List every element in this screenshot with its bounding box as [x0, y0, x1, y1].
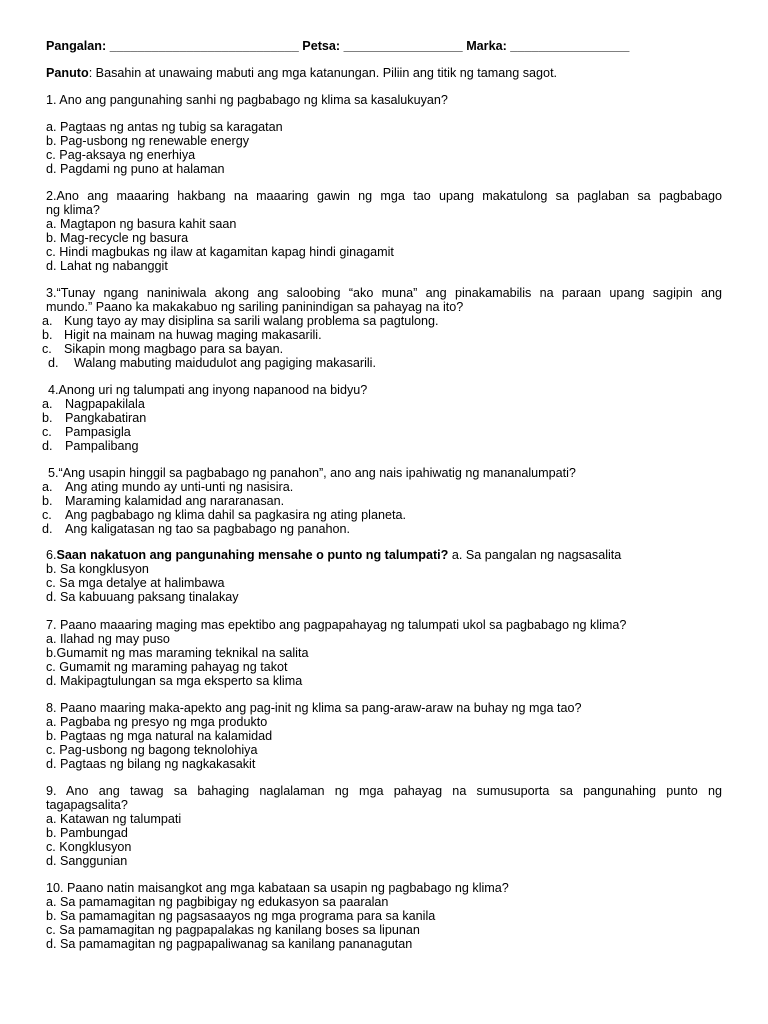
question-6-stem — [46, 548, 722, 562]
choice-marker: a. — [42, 397, 53, 411]
choice-text: Maraming kalamidad ang nararanasan. — [65, 494, 285, 508]
instructions — [46, 66, 722, 80]
choice-marker: d. — [42, 439, 53, 453]
question-9-choice-c: c. Kongklusyon — [46, 840, 132, 854]
choice-marker: d. — [48, 356, 59, 370]
choice-marker: c. — [42, 508, 52, 522]
name-blank: ___________________________ — [109, 39, 299, 53]
stem-text-bold: Saan nakatuon ang pangunahing mensahe o punto ng talumpati? — [56, 548, 449, 562]
stem-text: 4.Anong uri ng talumpati ang inyong napanood na bidyu? — [48, 383, 368, 397]
question-8-choice-b: b. Pagtaas ng mga natural na kalamidad — [46, 729, 273, 743]
question-3-choice-c — [42, 342, 722, 356]
question-7-stem: 7. Paano maaaring maging mas epektibo ang pagpapahayag ng talumpati ukol sa pagbabago ng klima? — [46, 618, 627, 632]
question-1-choice-b: b. Pag-usbong ng renewable energy — [46, 134, 250, 148]
question-8-choice-d: d. Pagtaas ng bilang ng nagkakasakit — [46, 757, 256, 771]
question-5-choice-b — [42, 494, 722, 508]
choice-text: Pampalibang — [65, 439, 139, 453]
question-6-choice-b: b. Sa kongklusyon — [46, 562, 149, 576]
question-4-choice-c — [42, 425, 722, 439]
choice-marker: d. — [42, 522, 53, 536]
choice-text: Ang pagbabago ng klima dahil sa pagkasira ng ating planeta. — [65, 508, 406, 522]
choice-marker: a. — [42, 314, 53, 328]
question-7-choice-c: c. Gumamit ng maraming pahayag ng takot — [46, 660, 288, 674]
choice-marker: c. — [42, 342, 52, 356]
question-10-choice-d: d. Sa pamamagitan ng pagpapaliwanag sa kanilang pananagutan — [46, 937, 413, 951]
choice-marker: b. — [42, 494, 53, 508]
choice-marker: c. — [42, 425, 52, 439]
choice-marker: b. — [42, 411, 53, 425]
question-4-choice-d — [42, 439, 722, 453]
question-10-choice-a: a. Sa pamamagitan ng pagbibigay ng edukasyon sa paaralan — [46, 895, 389, 909]
question-8-choice-c: c. Pag-usbong ng bagong teknolohiya — [46, 743, 258, 757]
choice-text: Ang ating mundo ay unti-unti ng nasisira. — [65, 480, 294, 494]
question-2-choice-c: c. Hindi magbukas ng ilaw at kagamitan kapag hindi ginagamit — [46, 245, 394, 259]
question-1-choice-a: a. Pagtaas ng antas ng tubig sa karagatan — [46, 120, 283, 134]
choice-text: Pampasigla — [65, 425, 131, 439]
question-9-stem-line-1: 9. Ano ang tawag sa bahaging naglalaman ng mga pahayag na sumusuporta sa pangunahing punto ng — [46, 784, 722, 798]
question-2-stem-line-1: 2.Ano ang maaaring hakbang na maaaring gawin ng mga tao upang makatulong sa paglaban sa pagbabago — [46, 189, 722, 203]
question-5-choice-c — [42, 508, 722, 522]
question-9-choice-a: a. Katawan ng talumpati — [46, 812, 182, 826]
worksheet-header — [46, 39, 722, 53]
question-6-choice-c: c. Sa mga detalye at halimbawa — [46, 576, 225, 590]
choice-text: Walang mabuting maidudulot ang pagiging makasarili. — [74, 356, 376, 370]
question-5-choice-a — [42, 480, 722, 494]
question-7-choice-b: b.Gumamit ng mas maraming teknikal na salita — [46, 646, 309, 660]
choice-text: Nagpapakilala — [65, 397, 145, 411]
question-7-choice-a: a. Ilahad ng may puso — [46, 632, 170, 646]
choice-text: Kung tayo ay may disiplina sa sarili walang problema sa pagtulong. — [64, 314, 439, 328]
question-8-choice-a: a. Pagbaba ng presyo ng mga produkto — [46, 715, 268, 729]
question-1-choice-d: d. Pagdami ng puno at halaman — [46, 162, 225, 176]
question-9-choice-b: b. Pambungad — [46, 826, 128, 840]
choice-text: Sikapin mong magbago para sa bayan. — [64, 342, 284, 356]
question-2-choice-a: a. Magtapon ng basura kahit saan — [46, 217, 237, 231]
question-3-choice-a — [42, 314, 722, 328]
question-10-choice-b: b. Sa pamamagitan ng pagsasaayos ng mga programa para sa kanila — [46, 909, 436, 923]
choice-marker: b. — [42, 328, 53, 342]
question-8-stem: 8. Paano maaring maka-apekto ang pag-init ng klima sa pang-araw-araw na buhay ng mga tao? — [46, 701, 582, 715]
question-4-choice-b — [42, 411, 722, 425]
question-2-stem-line-2: ng klima? — [46, 203, 100, 217]
question-number: 6. — [46, 548, 57, 562]
question-5-choice-d — [42, 522, 722, 536]
question-7-choice-d: d. Makipagtulungan sa mga eksperto sa klima — [46, 674, 303, 688]
question-1-choice-c: c. Pag-aksaya ng enerhiya — [46, 148, 196, 162]
question-10-stem: 10. Paano natin maisangkot ang mga kabataan sa usapin ng pagbabago ng klima? — [46, 881, 509, 895]
question-2-choice-d: d. Lahat ng nabanggit — [46, 259, 168, 273]
choice-text: Pangkabatiran — [65, 411, 147, 425]
instructions-text: : Basahin at unawaing mabuti ang mga katanungan. Piliin ang titik ng tamang sagot. — [88, 66, 558, 80]
date-label: Petsa: — [302, 39, 341, 53]
question-9-choice-d: d. Sanggunian — [46, 854, 128, 868]
question-6-choice-a: a. Sa pangalan ng nagsasalita — [448, 548, 622, 562]
question-9-stem-line-2: tagapagsalita? — [46, 798, 128, 812]
question-1-stem: 1. Ano ang pangunahing sanhi ng pagbabago ng klima sa kasalukuyan? — [46, 93, 448, 107]
question-3-stem-line-2: mundo.” Paano ka makakabuo ng sariling paninindigan sa pahayag na ito? — [46, 300, 464, 314]
question-4-choice-a — [42, 397, 722, 411]
question-3-choice-d — [46, 356, 722, 370]
question-4-stem — [46, 383, 722, 397]
question-2-choice-b: b. Mag-recycle ng basura — [46, 231, 189, 245]
name-label: Pangalan: — [46, 39, 107, 53]
score-blank: _________________ — [510, 39, 630, 53]
score-label: Marka: — [466, 39, 507, 53]
stem-text: 5.“Ang usapin hinggil sa pagbabago ng panahon”, ano ang nais ipahiwatig ng mananalumpati? — [48, 466, 576, 480]
question-3-stem-line-1: 3.“Tunay ngang naniniwala akong ang saloobing “ako muna” ang pinakamabilis na paraan upang sagipin ang — [46, 286, 722, 300]
question-10-choice-c: c. Sa pamamagitan ng pagpapalakas ng kanilang boses sa lipunan — [46, 923, 420, 937]
date-blank: _________________ — [343, 39, 463, 53]
choice-marker: a. — [42, 480, 53, 494]
question-5-stem — [46, 466, 722, 480]
question-3-choice-b — [42, 328, 722, 342]
choice-text: Higit na mainam na huwag maging makasarili. — [64, 328, 322, 342]
instructions-label: Panuto — [46, 66, 89, 80]
choice-text: Ang kaligatasan ng tao sa pagbabago ng panahon. — [65, 522, 351, 536]
question-6-choice-d: d. Sa kabuuang paksang tinalakay — [46, 590, 239, 604]
